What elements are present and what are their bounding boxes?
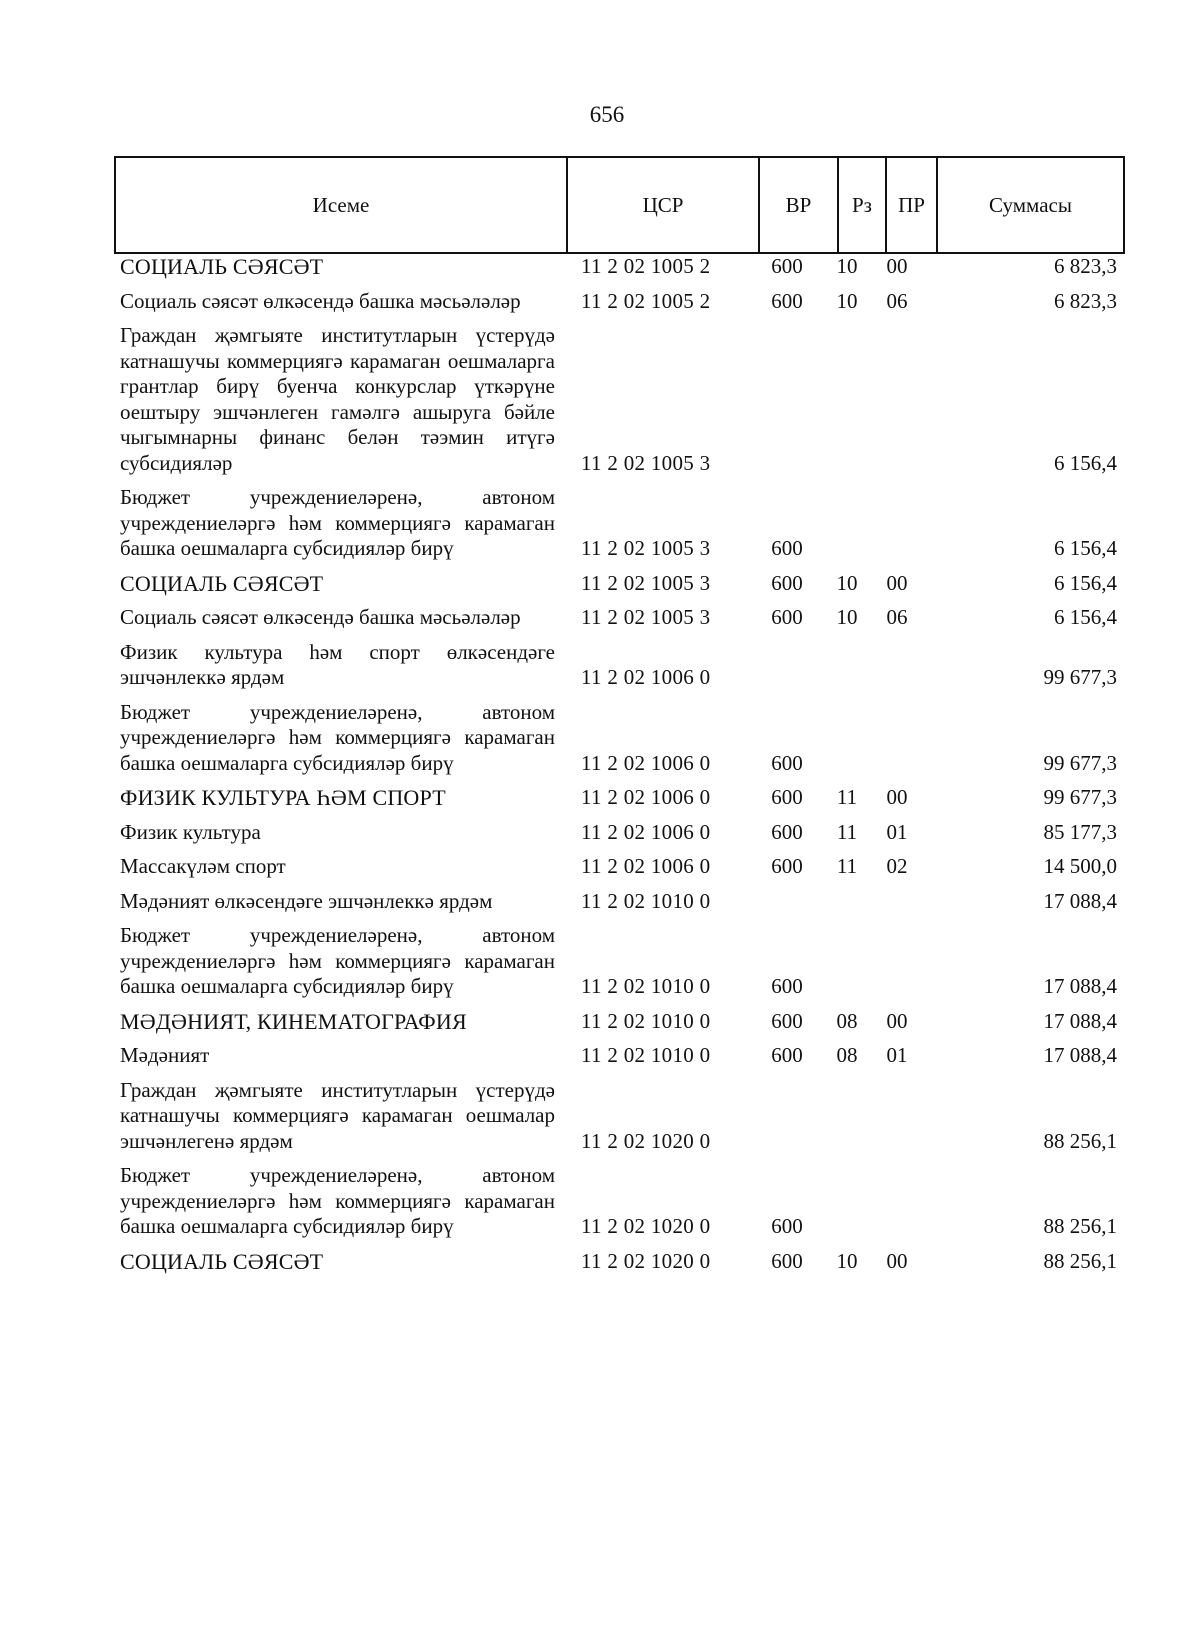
row-name: СОЦИАЛЬ СӘЯСӘТ — [120, 570, 324, 596]
row-sum: 6 823,3 — [1054, 288, 1117, 313]
row-csr: 11 2 02 1010 0 — [581, 974, 711, 998]
table-row — [120, 820, 1120, 846]
row-rz: 08 — [836, 1043, 858, 1067]
row-rz: 08 — [836, 1008, 858, 1033]
row-pr: 00 — [886, 1008, 908, 1033]
row-name: Граждан җәмгыяте институтларын үстерүдә катнашучы коммерциягә карамаган оешмаларга грантлар бирү буенча конкурслар үткәрүне оештыру эшчәнлеген гамәлгә ашыруга бәйле чыгымнарны финанс белән тәэмин итүгә субсидияләр — [120, 323, 555, 475]
row-name: Бюджет учреждениеләренә, автоном учреждениеләргә һәм коммерциягә карамаган башка оешмаларга субсидияләр бирү — [120, 699, 555, 775]
row-pr: 06 — [886, 605, 908, 629]
row-csr: 11 2 02 1006 0 — [581, 785, 711, 809]
row-vr: 600 — [771, 254, 803, 278]
header-pr: ПР — [887, 158, 938, 252]
row-name: Бюджет учреждениеләренә, автоном учреждениеләргә һәм коммерциягә карамаган башка оешмаларга субсидияләр бирү — [120, 923, 555, 998]
row-sum: 6 823,3 — [1054, 254, 1117, 278]
row-sum: 6 156,4 — [1054, 570, 1117, 595]
row-sum: 99 677,3 — [1043, 785, 1117, 809]
row-pr: 01 — [886, 1043, 908, 1067]
table-row — [120, 571, 1120, 597]
row-csr: 11 2 02 1005 3 — [581, 570, 711, 595]
row-name: Социаль сәясәт өлкәсендә башка мәсьәләләр — [120, 605, 521, 629]
row-sum: 88 256,1 — [1043, 1214, 1117, 1238]
row-rz: 11 — [836, 854, 858, 878]
row-csr: 11 2 02 1020 0 — [581, 1214, 711, 1238]
table-header — [114, 156, 1125, 254]
row-name: Мәдәният өлкәсендәге эшчәнлеккә ярдәм — [120, 888, 493, 913]
row-rz: 11 — [836, 819, 858, 844]
row-rz: 10 — [836, 1248, 858, 1273]
table-row — [120, 889, 1120, 915]
row-name: Физик культура — [120, 819, 261, 844]
row-rz: 10 — [836, 570, 858, 595]
row-pr: 00 — [886, 570, 908, 595]
row-vr: 600 — [771, 785, 803, 809]
row-name: Физик культура һәм спорт өлкәсендәге эшчәнлеккә ярдәм — [120, 639, 555, 689]
header-sum: Суммасы — [989, 192, 1072, 217]
row-vr: 600 — [771, 536, 803, 560]
row-vr: 600 — [771, 819, 803, 844]
row-vr: 600 — [771, 1008, 803, 1033]
row-rz: 10 — [836, 254, 858, 278]
row-name: Бюджет учреждениеләренә, автоном учреждениеләргә һәм коммерциягә карамаган башка оешмаларга субсидияләр бирү — [120, 485, 555, 560]
row-sum: 88 256,1 — [1043, 1128, 1117, 1153]
header-csr: ЦСР — [568, 158, 760, 252]
row-csr: 11 2 02 1005 3 — [581, 536, 711, 560]
table-row — [120, 923, 1120, 1000]
table-row — [120, 254, 1120, 280]
table-row — [120, 1163, 1120, 1240]
header-rz: Рз — [839, 158, 887, 252]
row-name: ФИЗИК КУЛЬТУРА ҺӘМ СПОРТ — [120, 785, 446, 810]
header-name: Исеме — [116, 158, 568, 252]
row-sum: 14 500,0 — [1043, 854, 1117, 878]
row-csr: 11 2 02 1006 0 — [581, 819, 711, 844]
row-csr: 11 2 02 1005 3 — [581, 605, 711, 629]
table-row — [120, 854, 1120, 880]
row-name: Социаль сәясәт өлкәсендә башка мәсьәләләр — [120, 288, 521, 313]
row-name: СОЦИАЛЬ СӘЯСӘТ — [120, 1248, 324, 1274]
row-csr: 11 2 02 1006 0 — [581, 750, 711, 775]
row-sum: 6 156,4 — [1054, 605, 1117, 629]
row-csr: 11 2 02 1005 3 — [581, 450, 711, 475]
row-sum: 99 677,3 — [1043, 750, 1117, 775]
row-sum: 17 088,4 — [1043, 888, 1117, 913]
row-csr: 11 2 02 1006 0 — [581, 854, 711, 878]
row-csr: 11 2 02 1010 0 — [581, 1043, 711, 1067]
row-csr: 11 2 02 1020 0 — [581, 1248, 711, 1273]
table-row — [120, 323, 1120, 476]
row-vr: 600 — [771, 570, 803, 595]
row-name: СОЦИАЛЬ СӘЯСӘТ — [120, 254, 324, 279]
row-sum: 17 088,4 — [1043, 974, 1117, 998]
row-name: Мәдәният — [120, 1043, 210, 1067]
table-row — [120, 700, 1120, 777]
row-pr: 06 — [886, 288, 908, 313]
table-row — [120, 1009, 1120, 1035]
row-vr: 600 — [771, 974, 803, 998]
row-sum: 6 156,4 — [1054, 450, 1117, 475]
row-pr: 00 — [886, 785, 908, 809]
row-pr: 02 — [886, 854, 908, 878]
row-sum: 17 088,4 — [1043, 1008, 1117, 1033]
row-vr: 600 — [771, 1214, 803, 1238]
row-csr: 11 2 02 1020 0 — [581, 1128, 711, 1153]
table-row — [120, 1078, 1120, 1155]
row-vr: 600 — [771, 854, 803, 878]
row-name: Массакүләм спорт — [120, 854, 286, 878]
row-csr: 11 2 02 1010 0 — [581, 888, 711, 913]
row-pr: 00 — [886, 1248, 908, 1273]
row-vr: 600 — [771, 1043, 803, 1067]
row-csr: 11 2 02 1010 0 — [581, 1008, 711, 1033]
table-row — [120, 785, 1120, 811]
row-sum: 6 156,4 — [1054, 536, 1117, 560]
table-row — [120, 1249, 1120, 1275]
row-sum: 99 677,3 — [1043, 665, 1117, 689]
row-vr: 600 — [771, 288, 803, 313]
row-sum: 17 088,4 — [1043, 1043, 1117, 1067]
row-pr: 01 — [886, 819, 908, 844]
row-vr: 600 — [771, 750, 803, 775]
row-rz: 10 — [836, 288, 858, 313]
table-row — [120, 640, 1120, 691]
table-body — [120, 254, 1120, 1283]
row-name: Бюджет учреждениеләренә, автоном учреждениеләргә һәм коммерциягә карамаган башка оешмаларга субсидияләр бирү — [120, 1163, 555, 1238]
row-csr: 11 2 02 1006 0 — [581, 665, 711, 689]
row-rz: 11 — [836, 785, 858, 809]
row-vr: 600 — [771, 1248, 803, 1273]
row-sum: 85 177,3 — [1043, 819, 1117, 844]
row-name: Граждан җәмгыяте институтларын үстерүдә катнашучы коммерциягә карамаган оешмалар эшчәнлегенә ярдәм — [120, 1077, 555, 1153]
table-row — [120, 605, 1120, 631]
row-vr: 600 — [771, 605, 803, 629]
row-rz: 10 — [836, 605, 858, 629]
header-vr: ВР — [760, 158, 839, 252]
page-number: 656 — [589, 102, 625, 127]
row-csr: 11 2 02 1005 2 — [581, 254, 711, 278]
row-csr: 11 2 02 1005 2 — [581, 288, 711, 313]
table-row — [120, 485, 1120, 562]
row-pr: 00 — [886, 254, 908, 278]
row-sum: 88 256,1 — [1043, 1248, 1117, 1273]
row-name: МӘДӘНИЯТ, КИНЕМАТОГРАФИЯ — [120, 1008, 467, 1034]
table-row — [120, 1043, 1120, 1069]
table-row — [120, 289, 1120, 315]
